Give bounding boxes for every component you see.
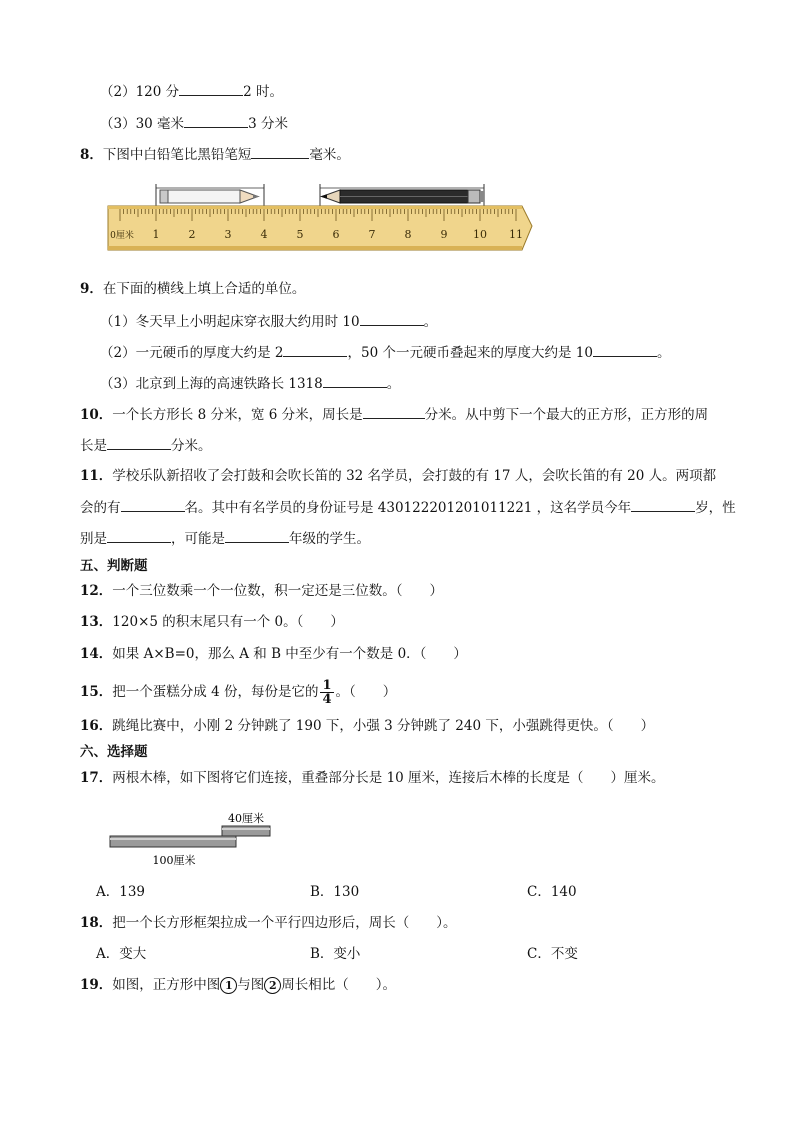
question-15: 15．把一个蛋糕分成 4 份，每份是它的 $\frac{1}{4}$ 。（ ）: [80, 678, 397, 707]
ruler-label: 1: [152, 228, 160, 241]
black-pencil-icon: [320, 190, 484, 203]
ruler-label: 4: [260, 228, 268, 241]
fraction-one-quarter: $\frac{1}{4}$: [322, 678, 332, 707]
q18-option-a[interactable]: A．变大: [96, 946, 147, 962]
question-16: 16．跳绳比赛中，小刚 2 分钟跳了 190 下，小强 3 分钟跳了 240 下，小强跳得更快。（ ）: [80, 718, 655, 734]
ruler-label: 9: [440, 228, 448, 241]
question-18: 18．把一个长方形框架拉成一个平行四边形后，周长（ ）。: [80, 915, 457, 931]
sticks-figure: [106, 806, 282, 870]
section-heading-judgment: 五、判断题: [80, 558, 148, 574]
question-12: 12．一个三位数乘一个一位数，积一定还是三位数。（ ）: [80, 583, 444, 599]
question-19: 19．如图，正方形中图 1 与图 2 周长相比（ ）。: [80, 977, 397, 993]
answer-blank[interactable]: [121, 498, 185, 512]
question-11-line3: 别是 ，可能是 年级的学生。: [80, 531, 370, 547]
answer-blank[interactable]: [251, 145, 309, 159]
stick-label-bottom: 100厘米: [152, 854, 196, 867]
answer-blank[interactable]: [107, 529, 171, 543]
q17-option-a[interactable]: A．139: [96, 884, 146, 900]
answer-blank[interactable]: [184, 114, 248, 128]
ruler-label: 11: [509, 228, 523, 241]
q17-option-c[interactable]: C．140: [527, 884, 577, 900]
answer-blank[interactable]: [323, 374, 387, 388]
question-11-line1: 11．学校乐队新招收了会打鼓和会吹长笛的 32 名学员，会打鼓的有 17 人，会吹长笛的有 20 人。两项都: [80, 468, 717, 484]
ruler-label: 8: [404, 228, 412, 241]
question-10-line1: 10．一个长方形长 8 分米，宽 6 分米，周长是 分米。从中剪下一个最大的正方形，正方形的周: [80, 407, 709, 423]
question-17: 17．两根木棒，如下图将它们连接，重叠部分长是 10 厘米，连接后木棒的长度是（ ）厘米。: [80, 770, 665, 786]
ruler-pencil-figure: [104, 180, 536, 254]
circled-number-2: 2: [264, 977, 281, 994]
ruler-label: 2: [188, 228, 196, 241]
ruler-label: 6: [332, 228, 340, 241]
answer-blank[interactable]: [363, 405, 425, 419]
ruler-label: 7: [368, 228, 376, 241]
stick-label-top: 40厘米: [228, 812, 264, 825]
answer-blank[interactable]: [179, 82, 243, 96]
answer-blank[interactable]: [225, 529, 289, 543]
q17-option-b[interactable]: B．130: [310, 884, 360, 900]
section-heading-choice: 六、选择题: [80, 744, 148, 760]
q9-part2: （2）一元硬币的厚度大约是 2 ，50 个一元硬币叠起来的厚度大约是 10 。: [100, 345, 671, 361]
answer-blank[interactable]: [593, 343, 657, 357]
q7-part2: （2）120 分 2 时。: [100, 84, 284, 100]
q18-option-c[interactable]: C．不变: [527, 946, 578, 962]
question-10-line2: 长是 分米。: [80, 438, 212, 454]
q18-option-b[interactable]: B．变小: [310, 946, 361, 962]
answer-blank[interactable]: [283, 343, 347, 357]
question-14: 14．如果 A×B=0，那么 A 和 B 中至少有一个数是 0．（ ）: [80, 646, 467, 662]
question-11-line2: 会的有 名。其中有名学员的身份证号是 430122201201011221 ，这名学员今年 岁，性: [80, 500, 736, 516]
q9-part1: （1）冬天早上小明起床穿衣服大约用时 10 。: [100, 314, 438, 330]
answer-blank[interactable]: [360, 312, 424, 326]
q9-part3: （3）北京到上海的高速铁路长 1318 。: [100, 376, 401, 392]
answer-blank[interactable]: [631, 498, 695, 512]
q7-part3: （3）30 毫米 3 分米: [100, 116, 288, 132]
answer-blank[interactable]: [107, 436, 171, 450]
question-13: 13．120×5 的积末尾只有一个 0。（ ）: [80, 614, 344, 630]
ruler-label: 10: [473, 228, 487, 241]
question-8: 8．下图中白铅笔比黑铅笔短 毫米。: [80, 147, 350, 163]
white-pencil-icon: [160, 190, 260, 203]
ruler-label: 3: [224, 228, 232, 241]
ruler-label: 0厘米: [110, 231, 134, 241]
question-9: 9．在下面的横线上填上合适的单位。: [80, 281, 306, 297]
circled-number-1: 1: [220, 977, 237, 994]
ruler-label: 5: [296, 228, 304, 241]
